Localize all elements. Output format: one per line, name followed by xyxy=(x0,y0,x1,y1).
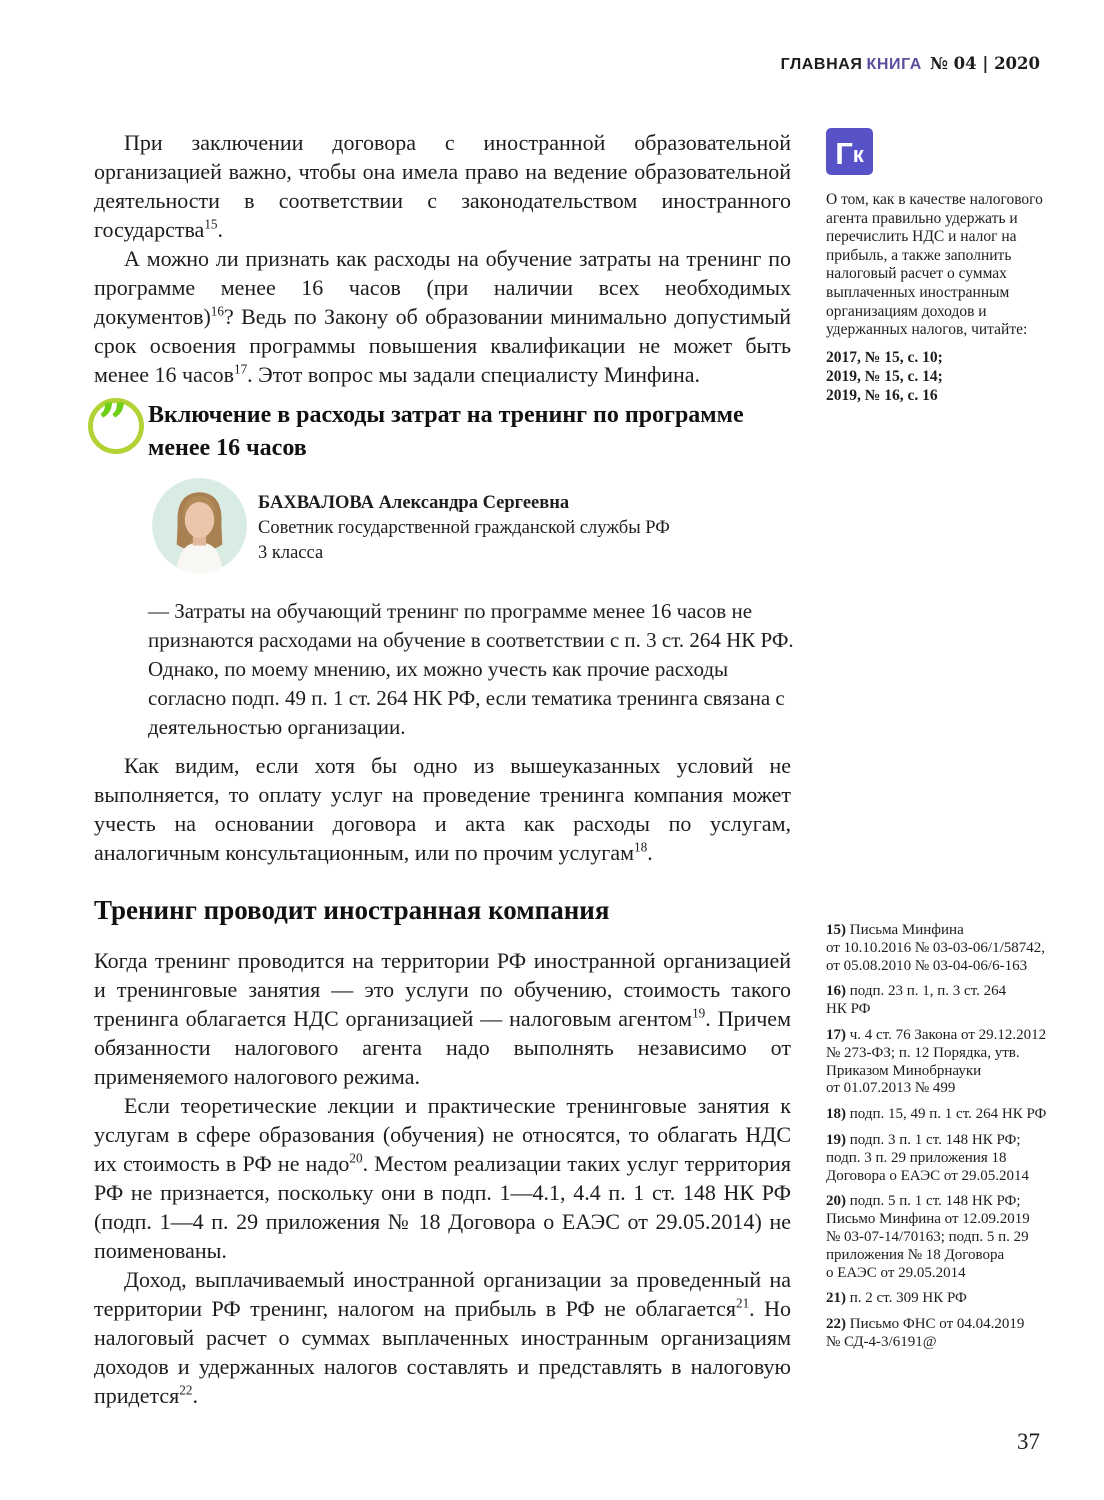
paragraph: Как видим, если хотя бы одно из вышеуказанных условий не выполняется, то оплату услуг на проведение тренинга компания может учесть на основании договора и акта как расходы по услугам, аналогичным консультационным, или по прочим услугам$^{18}$. xyxy=(94,753,791,865)
footnote-number: 19) xyxy=(826,1131,846,1148)
sidebar-ref: 2017, № 15, с. 10; xyxy=(826,348,943,366)
expert-role: Советник государственной гражданской службы РФ xyxy=(258,518,670,538)
paragraph: При заключении договора с иностранной образовательной организацией важно, чтобы она имела право на ведение образовательной деятельности в соответствии с законодательством иностранного государства$^{15}$. xyxy=(94,130,791,242)
footnote-text: подп. 5 п. 1 ст. 148 НК РФ; Письмо Минфина от 12.09.2019 № 03-07-14/70163; подп. 5 п. 29 приложения № 18 Договора о ЕАЭС от 29.05.2014 xyxy=(826,1193,1030,1281)
paragraph: Если теоретические лекции и практические тренинговые занятия к услугам в сфере образования (обучения) не относятся, то облагать НДС их стоимость в РФ не надо$^{20}$. Местом реализации таких услуг территория РФ не признается, поскольку они в подп. 1—4.1, 4.4 п. 1 ст. 148 НК РФ (подп. 1—4 п. 29 приложения № 18 Договора о ЕАЭС от 29.05.2014) не поименованы. xyxy=(94,1093,791,1263)
footnote xyxy=(826,983,1048,1019)
footnote-number: 22) xyxy=(826,1316,846,1333)
quote-icon xyxy=(88,393,144,454)
footnote-text: подп. 3 п. 1 ст. 148 НК РФ; подп. 3 п. 29 приложения 18 Договора о ЕАЭС от 29.05.2014 xyxy=(826,1131,1030,1184)
expert-answer: — Затраты на обучающий тренинг по программе менее 16 часов не признаются расходами на обучение в соответствии с п. 3 ст. 264 НК РФ. Однако, по моему мнению, их можно учесть как прочие расходы согласно подп. 49 п. 1 ст. 264 НК РФ, если тематика тренинга связана с деятельностью организации. xyxy=(148,599,794,739)
paragraph: Доход, выплачиваемый иностранной организации за проведенный на территории РФ тренинг, налогом на прибыль в РФ не облагается$^{21}$. Но налоговый расчет о суммах выплаченных иностранным организациям доходов и удержанных налогов составлять и представлять в налоговую придется$^{22}$. xyxy=(94,1267,791,1408)
expert-role: 3 класса xyxy=(258,543,324,563)
expert-photo xyxy=(152,478,247,573)
footnote-text: Письмо ФНС от 04.04.2019 № СД-4-3/6191@ xyxy=(826,1316,1025,1350)
gk-letter-k: к xyxy=(852,142,864,167)
expert-name: БАХВАЛОВА Александра Сергеевна xyxy=(258,493,570,513)
footnote xyxy=(826,1132,1048,1185)
sidebar-annotation: О том, как в качестве налогового агента правильно удержать и перечислить НДС и налог на прибыль, а также заполнить налоговый расчет о суммах выплаченных иностранным организациям доходов и удержанных налогов, читайте: xyxy=(826,191,1043,339)
footnote xyxy=(826,1316,1048,1352)
footnote-number: 20) xyxy=(826,1193,846,1210)
quote-marks-glyph: ” xyxy=(98,393,128,454)
section-heading: Тренинг проводит иностранная компания xyxy=(94,895,610,925)
sidebar-refs xyxy=(826,348,1046,405)
footnotes xyxy=(826,922,1048,1360)
footnote-text: п. 2 ст. 309 НК РФ xyxy=(849,1290,967,1307)
masthead xyxy=(781,54,1040,74)
quote-heading: Включение в расходы затрат на тренинг по программе менее 16 часов xyxy=(148,402,744,461)
footnote xyxy=(826,1106,1048,1124)
gk-logo-icon xyxy=(826,128,873,175)
issue-number: № 04 | 2020 xyxy=(929,54,1040,73)
footnote-number: 17) xyxy=(826,1026,846,1043)
footnote-text: Письма Минфина от 10.10.2016 № 03-03-06/1/58742, от 05.08.2010 № 03-04-06/6-163 xyxy=(826,922,1045,974)
footnote-number: 16) xyxy=(826,983,846,1000)
footnote-number: 18) xyxy=(826,1106,846,1123)
footnote xyxy=(826,1027,1048,1098)
magazine-title-black: ГЛАВНАЯ xyxy=(780,56,863,73)
sidebar-note xyxy=(826,128,1046,405)
paragraph: А можно ли признать как расходы на обучение затраты на тренинг по программе менее 16 часов (при наличии всех необходимых документов)$^{16}$? Ведь по Закону об образовании минимально допустимый срок освоения программы повышения квалификации не может быть менее 16 часов$^{17}$. Этот вопрос мы задали специалисту Минфина. xyxy=(94,246,791,387)
expert-info xyxy=(258,491,778,566)
sidebar-ref: 2019, № 16, с. 16 xyxy=(826,386,938,404)
sidebar-ref: 2019, № 15, с. 14; xyxy=(826,367,943,385)
footnote-text: подп. 23 п. 1, п. 3 ст. 264 НК РФ xyxy=(826,983,1007,1018)
paragraph: Когда тренинг проводится на территории РФ иностранной организацией и тренинговые занятия — это услуги по обучению, стоимость такого тренинга облагается НДС организацией — налоговым агентом$^{19}$. Причем обязанности налогового агента надо выполнять независимо от применяемого налогового режима. xyxy=(94,948,791,1089)
footnote xyxy=(826,922,1048,975)
footnote xyxy=(826,1193,1048,1282)
article-section xyxy=(94,946,791,1410)
magazine-title-purple: КНИГА xyxy=(866,56,922,73)
footnote-number: 15) xyxy=(826,922,846,938)
footnote-text: подп. 15, 49 п. 1 ст. 264 НК РФ xyxy=(849,1106,1047,1123)
page-number: 37 xyxy=(1017,1429,1040,1454)
footnote-text: ч. 4 ст. 76 Закона от 29.12.2012 № 273-ФЗ; п. 12 Порядка, утв. Приказом Минобрнауки от 01.07.2013 № 499 xyxy=(826,1026,1047,1097)
gk-letter-g: Г xyxy=(835,136,853,171)
footnote xyxy=(826,1290,1048,1308)
article-intro xyxy=(94,128,791,389)
footnote-number: 21) xyxy=(826,1290,846,1307)
